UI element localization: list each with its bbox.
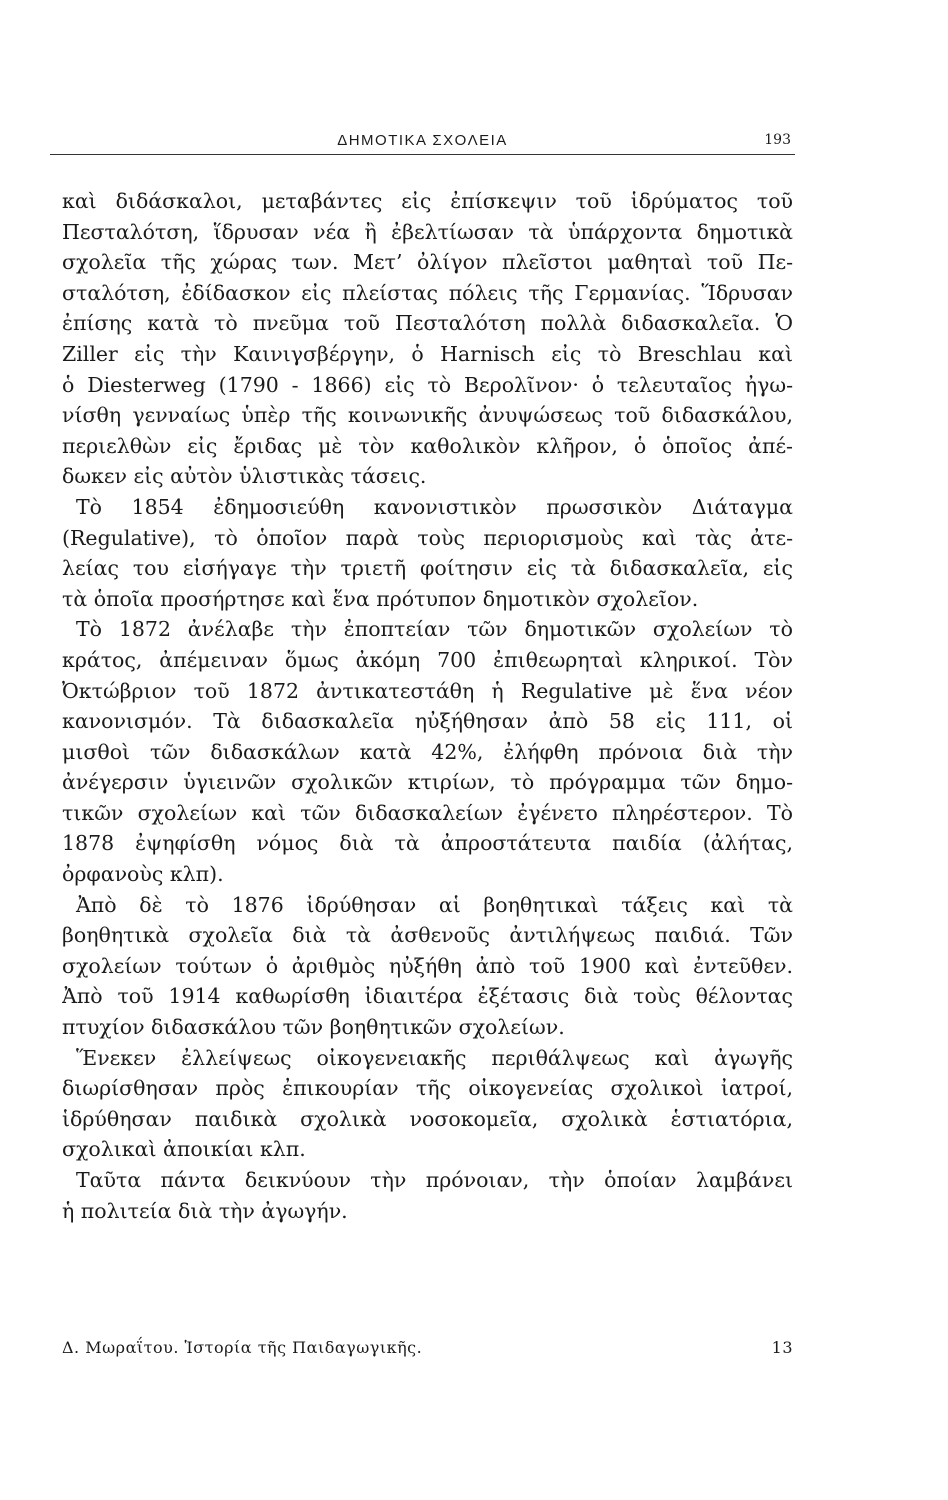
- text-line: Ziller εἰς τὴν Καινιγσβέργην, ὁ Harnisch εἰς τὸ Breschlau καὶ: [62, 341, 793, 366]
- text-line: Ὀκτώβριον τοῦ 1872 ἀντικατεστάθη ἡ Regulative μὲ ἕνα νέον: [62, 678, 793, 703]
- text-line: κράτος, ἀπέμειναν ὅμως ἀκόμη 700 ἐπιθεωρηταὶ κληρικοί. Τὸν: [62, 647, 793, 672]
- text-line: ἐπίσης κατὰ τὸ πνεῦμα τοῦ Πεσταλότση πολλὰ διδασκαλεῖα. Ὁ: [62, 311, 793, 336]
- running-head: ΔΗΜΟΤΙΚΑ ΣΧΟΛΕΙΑ: [337, 132, 508, 149]
- text-line: Πεσταλότση, ἵδρυσαν νέα ἢ ἐβελτίωσαν τὰ ὑπάρχοντα δημοτικὰ: [62, 219, 793, 244]
- text-line: σχολείων τούτων ὁ ἀριθμὸς ηὐξήθη ἀπὸ τοῦ 1900 καὶ ἐντεῦθεν.: [62, 953, 793, 978]
- text-line: πτυχίον διδασκάλου τῶν βοηθητικῶν σχολείων.: [62, 1015, 565, 1040]
- text-line: Ἕνεκεν ἐλλείψεως οἰκογενειακῆς περιθάλψεως καὶ ἀγωγῆς: [76, 1045, 793, 1070]
- text-line: Τὸ 1854 ἐδημοσιεύθη κανονιστικὸν πρωσσικὸν Διάταγμα: [76, 494, 793, 519]
- text-line: λείας του εἰσήγαγε τὴν τριετῆ φοίτησιν εἰς τὰ διδασκαλεῖα, εἰς: [62, 556, 793, 581]
- text-line: ἡ πολιτεία διὰ τὴν ἀγωγήν.: [62, 1198, 348, 1223]
- text-line: Τὸ 1872 ἀνέλαβε τὴν ἐποπτείαν τῶν δημοτικῶν σχολείων τὸ: [76, 617, 793, 642]
- text-line: μισθοὶ τῶν διδασκάλων κατὰ 42%, ἐλήφθη πρόνοια διὰ τὴν: [62, 739, 793, 764]
- text-line: 1878 ἐψηφίσθη νόμος διὰ τὰ ἀπροστάτευτα παιδία (ἀλήτας,: [62, 831, 793, 856]
- footer-citation: Δ. Μωραΐτου. Ἱστορία τῆς Παιδαγωγικῆς.: [62, 1338, 423, 1357]
- text-line: ὀρφανοὺς κλπ).: [62, 862, 224, 887]
- text-line: νίσθη γενναίως ὑπὲρ τῆς κοινωνικῆς ἀνυψώσεως τοῦ διδασκάλου,: [62, 403, 793, 428]
- text-line: σταλότση, ἐδίδασκον εἰς πλείστας πόλεις τῆς Γερμανίας. Ἵδρυσαν: [62, 280, 793, 305]
- text-line: διωρίσθησαν πρὸς ἐπικουρίαν τῆς οἰκογενείας σχολικοὶ ἰατροί,: [62, 1076, 793, 1101]
- text-line: ἱδρύθησαν παιδικὰ σχολικὰ νοσοκομεῖα, σχολικὰ ἑστιατόρια,: [62, 1106, 793, 1131]
- text-line: κανονισμόν. Τὰ διδασκαλεῖα ηὐξήθησαν ἀπὸ 58 εἰς 111, οἱ: [62, 709, 793, 734]
- text-line: σχολεῖα τῆς χώρας των. Μετ’ ὀλίγον πλεῖστοι μαθηταὶ τοῦ Πε-: [62, 250, 793, 275]
- text-line: σχολικαὶ ἀποικίαι κλπ.: [62, 1137, 306, 1162]
- page-number: 193: [764, 132, 791, 148]
- text-line: Ἀπὸ δὲ τὸ 1876 ἱδρύθησαν αἱ βοηθητικαὶ τάξεις καὶ τὰ: [76, 892, 793, 917]
- text-line: δωκεν εἰς αὐτὸν ὑλιστικὰς τάσεις.: [62, 464, 427, 489]
- text-line: βοηθητικὰ σχολεῖα διὰ τὰ ἀσθενοῦς ἀντιλήψεως παιδιά. Τῶν: [62, 923, 793, 948]
- body-text: [62, 186, 793, 1226]
- text-line: (Regulative), τὸ ὁποῖον παρὰ τοὺς περιορισμοὺς καὶ τὰς ἀτε-: [62, 525, 793, 550]
- text-line: τὰ ὁποῖα προσήρτησε καὶ ἕνα πρότυπον δημοτικὸν σχολεῖον.: [62, 586, 699, 611]
- text-line: τικῶν σχολείων καὶ τῶν διδασκαλείων ἐγένετο πληρέστερον. Τὸ: [62, 800, 793, 825]
- text-line: καὶ διδάσκαλοι, μεταβάντες εἰς ἐπίσκεψιν τοῦ ἱδρύματος τοῦ: [62, 189, 793, 213]
- text-line: ὁ Diesterweg (1790 - 1866) εἰς τὸ Βερολῖνον· ὁ τελευταῖος ἠγω-: [62, 372, 793, 397]
- text-line: Ἀπὸ τοῦ 1914 καθωρίσθη ἰδιαιτέρα ἐξέτασις διὰ τοὺς θέλοντας: [62, 984, 793, 1009]
- text-line: Ταῦτα πάντα δεικνύουν τὴν πρόνοιαν, τὴν ὁποίαν λαμβάνει: [76, 1168, 793, 1192]
- text-line: περιελθὼν εἰς ἔριδας μὲ τὸν καθολικὸν κλῆρον, ὁ ὁποῖος ἀπέ-: [62, 433, 793, 458]
- page-header: [50, 132, 795, 155]
- sheet-number: 13: [771, 1338, 793, 1357]
- text-line: ἀνέγερσιν ὑγιεινῶν σχολικῶν κτιρίων, τὸ πρόγραμμα τῶν δημο-: [62, 770, 793, 795]
